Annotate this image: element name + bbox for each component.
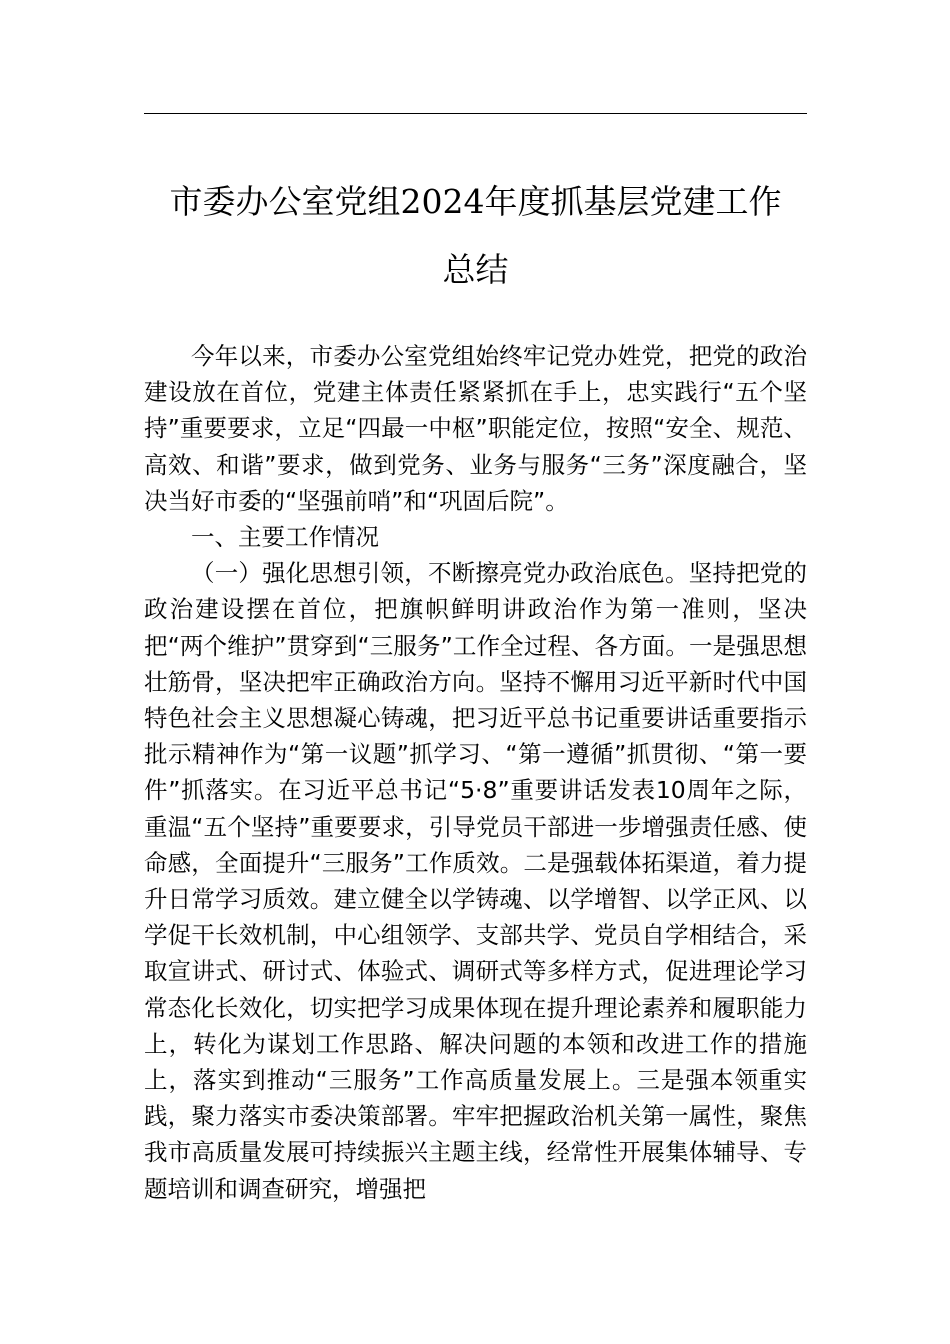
title-line-2: 总结 <box>442 250 509 289</box>
header-rule <box>144 113 807 114</box>
section-paragraph: （一）强化思想引领，不断擦亮党办政治底色。坚持把党的政治建设摆在首位，把旗帜鲜明讲政治作为第一准则，坚决把“两个维护”贯穿到“三服务”工作全过程、各方面。一是强思想壮筋骨，坚决把牢正确政治方向。坚持不懈用习近平新时代中国特色社会主义思想凝心铸魂，把习近平总书记重要讲话重要指示批示精神作为“第一议题”抓学习、“第一遵循”抓贯彻、“第一要件”抓落实。在习近平总书记“5·8”重要讲话发表10周年之际，重温“五个坚持”重要要求，引导党员干部进一步增强责任感、使命感，全面提升“三服务”工作质效。二是强载体拓渠道，着力提升日常学习质效。建立健全以学铸魂、以学增智、以学正风、以学促干长效机制，中心组领学、支部共学、党员自学相结合，采取宣讲式、研讨式、体验式、调研式等多样方式，促进理论学习常态化长效化，切实把学习成果体现在提升理论素养和履职能力上，转化为谋划工作思路、解决问题的本领和改进工作的措施上，落实到推动“三服务”工作高质量发展上。三是强本领重实践，聚力落实市委决策部署。牢牢把握政治机关第一属性，聚焦我市高质量发展可持续振兴主题主线，经常性开展集体辅导、专题培训和调查研究，增强把 <box>144 559 807 1203</box>
section-heading: 一、主要工作情况 <box>191 523 379 552</box>
title-line-1: 市委办公室党组2024年度抓基层党建工作 <box>169 182 782 221</box>
intro-paragraph: 今年以来，市委办公室党组始终牢记党办姓党，把党的政治建设放在首位，党建主体责任紧紧抓在手上，忠实践行“五个坚持”重要要求，立足“四最一中枢”职能定位，按照“安全、规范、高效、和谐”要求，做到党务、业务与服务“三务”深度融合，坚决当好市委的“坚强前哨”和“巩固后院”。 <box>144 342 807 515</box>
document-body <box>144 338 807 1207</box>
document-title <box>144 168 807 304</box>
